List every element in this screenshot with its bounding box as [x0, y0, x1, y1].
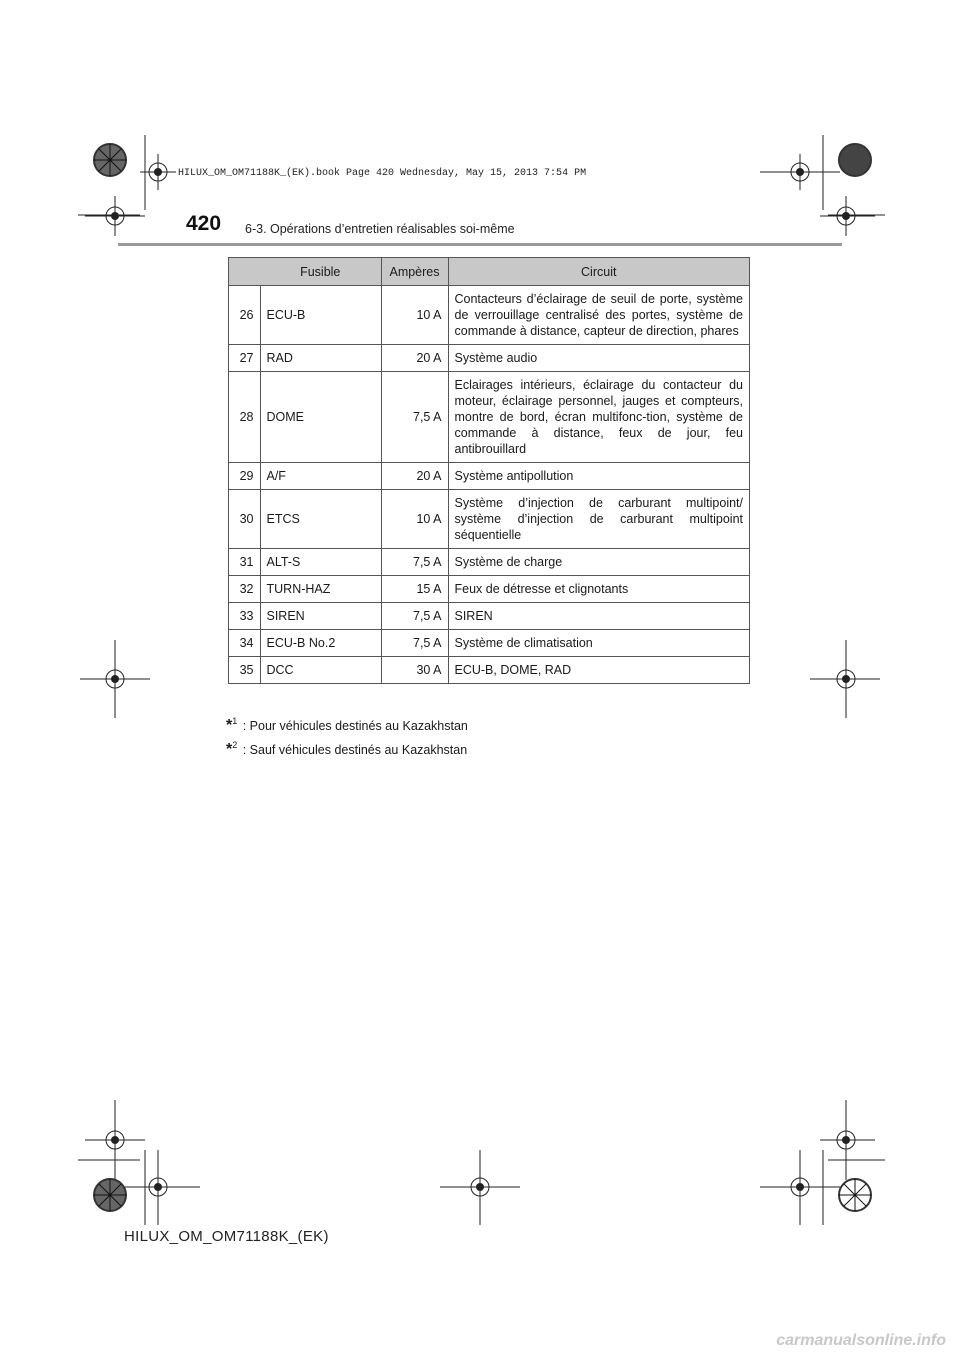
fuse-circuit: Système antipollution: [448, 463, 750, 490]
fuse-amperage: 15 A: [381, 576, 448, 603]
book-info: HILUX_OM_OM71188K_(EK).book Page 420 Wednesday, May 15, 2013 7:54 PM: [178, 168, 587, 179]
footnote-text: : Sauf véhicules destinés au Kazakhstan: [242, 743, 468, 757]
fuse-amperage: 30 A: [381, 657, 448, 684]
footnote-2: [226, 740, 467, 759]
fuse-number: 35: [229, 657, 261, 684]
table-row: [229, 345, 750, 372]
fuse-name: A/F: [260, 463, 381, 490]
table-row: [229, 576, 750, 603]
fuse-name: SIREN: [260, 603, 381, 630]
fuse-name: ALT-S: [260, 549, 381, 576]
fuse-amperage: 7,5 A: [381, 549, 448, 576]
fuse-number: 31: [229, 549, 261, 576]
table-row: [229, 657, 750, 684]
fuse-amperage: 10 A: [381, 286, 448, 345]
footnote-1: [226, 716, 468, 735]
fuse-name: RAD: [260, 345, 381, 372]
page-number: 420: [186, 212, 222, 235]
fuse-number: 32: [229, 576, 261, 603]
fuse-circuit: Système de charge: [448, 549, 750, 576]
fuse-amperage: 20 A: [381, 345, 448, 372]
fuse-number: 28: [229, 372, 261, 463]
fuse-amperage: 20 A: [381, 463, 448, 490]
fuse-number: 30: [229, 490, 261, 549]
fuse-name: DOME: [260, 372, 381, 463]
watermark: carmanualsonline.info: [776, 1332, 946, 1349]
fuse-number: 34: [229, 630, 261, 657]
table-row: [229, 603, 750, 630]
table-row: [229, 372, 750, 463]
footnote-text: : Pour véhicules destinés au Kazakhstan: [242, 719, 468, 733]
fuse-amperage: 7,5 A: [381, 630, 448, 657]
header-circuit: Circuit: [448, 258, 750, 286]
fuse-name: ECU-B No.2: [260, 630, 381, 657]
table-header-row: [229, 258, 750, 286]
fuse-name: ETCS: [260, 490, 381, 549]
fuse-circuit: Contacteurs d’éclairage de seuil de porte, système de verrouillage centralisé des portes, système de commande à distance, capteur de direction, phares: [448, 286, 750, 345]
table-row: [229, 463, 750, 490]
fuse-number: 33: [229, 603, 261, 630]
fuse-amperage: 7,5 A: [381, 372, 448, 463]
table-row: [229, 630, 750, 657]
footnote-index: 2: [232, 740, 238, 750]
fuse-table: [228, 257, 750, 684]
fuse-name: TURN-HAZ: [260, 576, 381, 603]
manual-code: HILUX_OM_OM71188K_(EK): [124, 1228, 329, 1245]
fuse-circuit: Système d’injection de carburant multipoint/ système d’injection de carburant multipoint séquentielle: [448, 490, 750, 549]
table-row: [229, 549, 750, 576]
fuse-number: 29: [229, 463, 261, 490]
fuse-name: DCC: [260, 657, 381, 684]
fuse-circuit: Eclairages intérieurs, éclairage du contacteur du moteur, éclairage personnel, jauges et compteurs, montre de bord, écran multifonc-tion, système de commande à distance, feux de jour, feu antibrouillard: [448, 372, 750, 463]
table-row: [229, 286, 750, 345]
fuse-number: 26: [229, 286, 261, 345]
header-fusible-spacer: [229, 258, 261, 286]
fuse-circuit: Feux de détresse et clignotants: [448, 576, 750, 603]
header-amperes: Ampères: [381, 258, 448, 286]
fuse-name: ECU-B: [260, 286, 381, 345]
fuse-circuit: Système de climatisation: [448, 630, 750, 657]
fuse-circuit: SIREN: [448, 603, 750, 630]
fuse-amperage: 10 A: [381, 490, 448, 549]
fuse-amperage: 7,5 A: [381, 603, 448, 630]
section-title: 6-3. Opérations d’entretien réalisables soi-même: [245, 222, 515, 236]
fuse-circuit: ECU-B, DOME, RAD: [448, 657, 750, 684]
fuse-circuit: Système audio: [448, 345, 750, 372]
header-rule: [118, 243, 842, 246]
table-row: [229, 490, 750, 549]
header-fusible: Fusible: [260, 258, 381, 286]
footnote-mark: *: [226, 741, 233, 758]
footnote-index: 1: [232, 716, 238, 726]
footnote-mark: *: [226, 717, 233, 734]
fuse-number: 27: [229, 345, 261, 372]
